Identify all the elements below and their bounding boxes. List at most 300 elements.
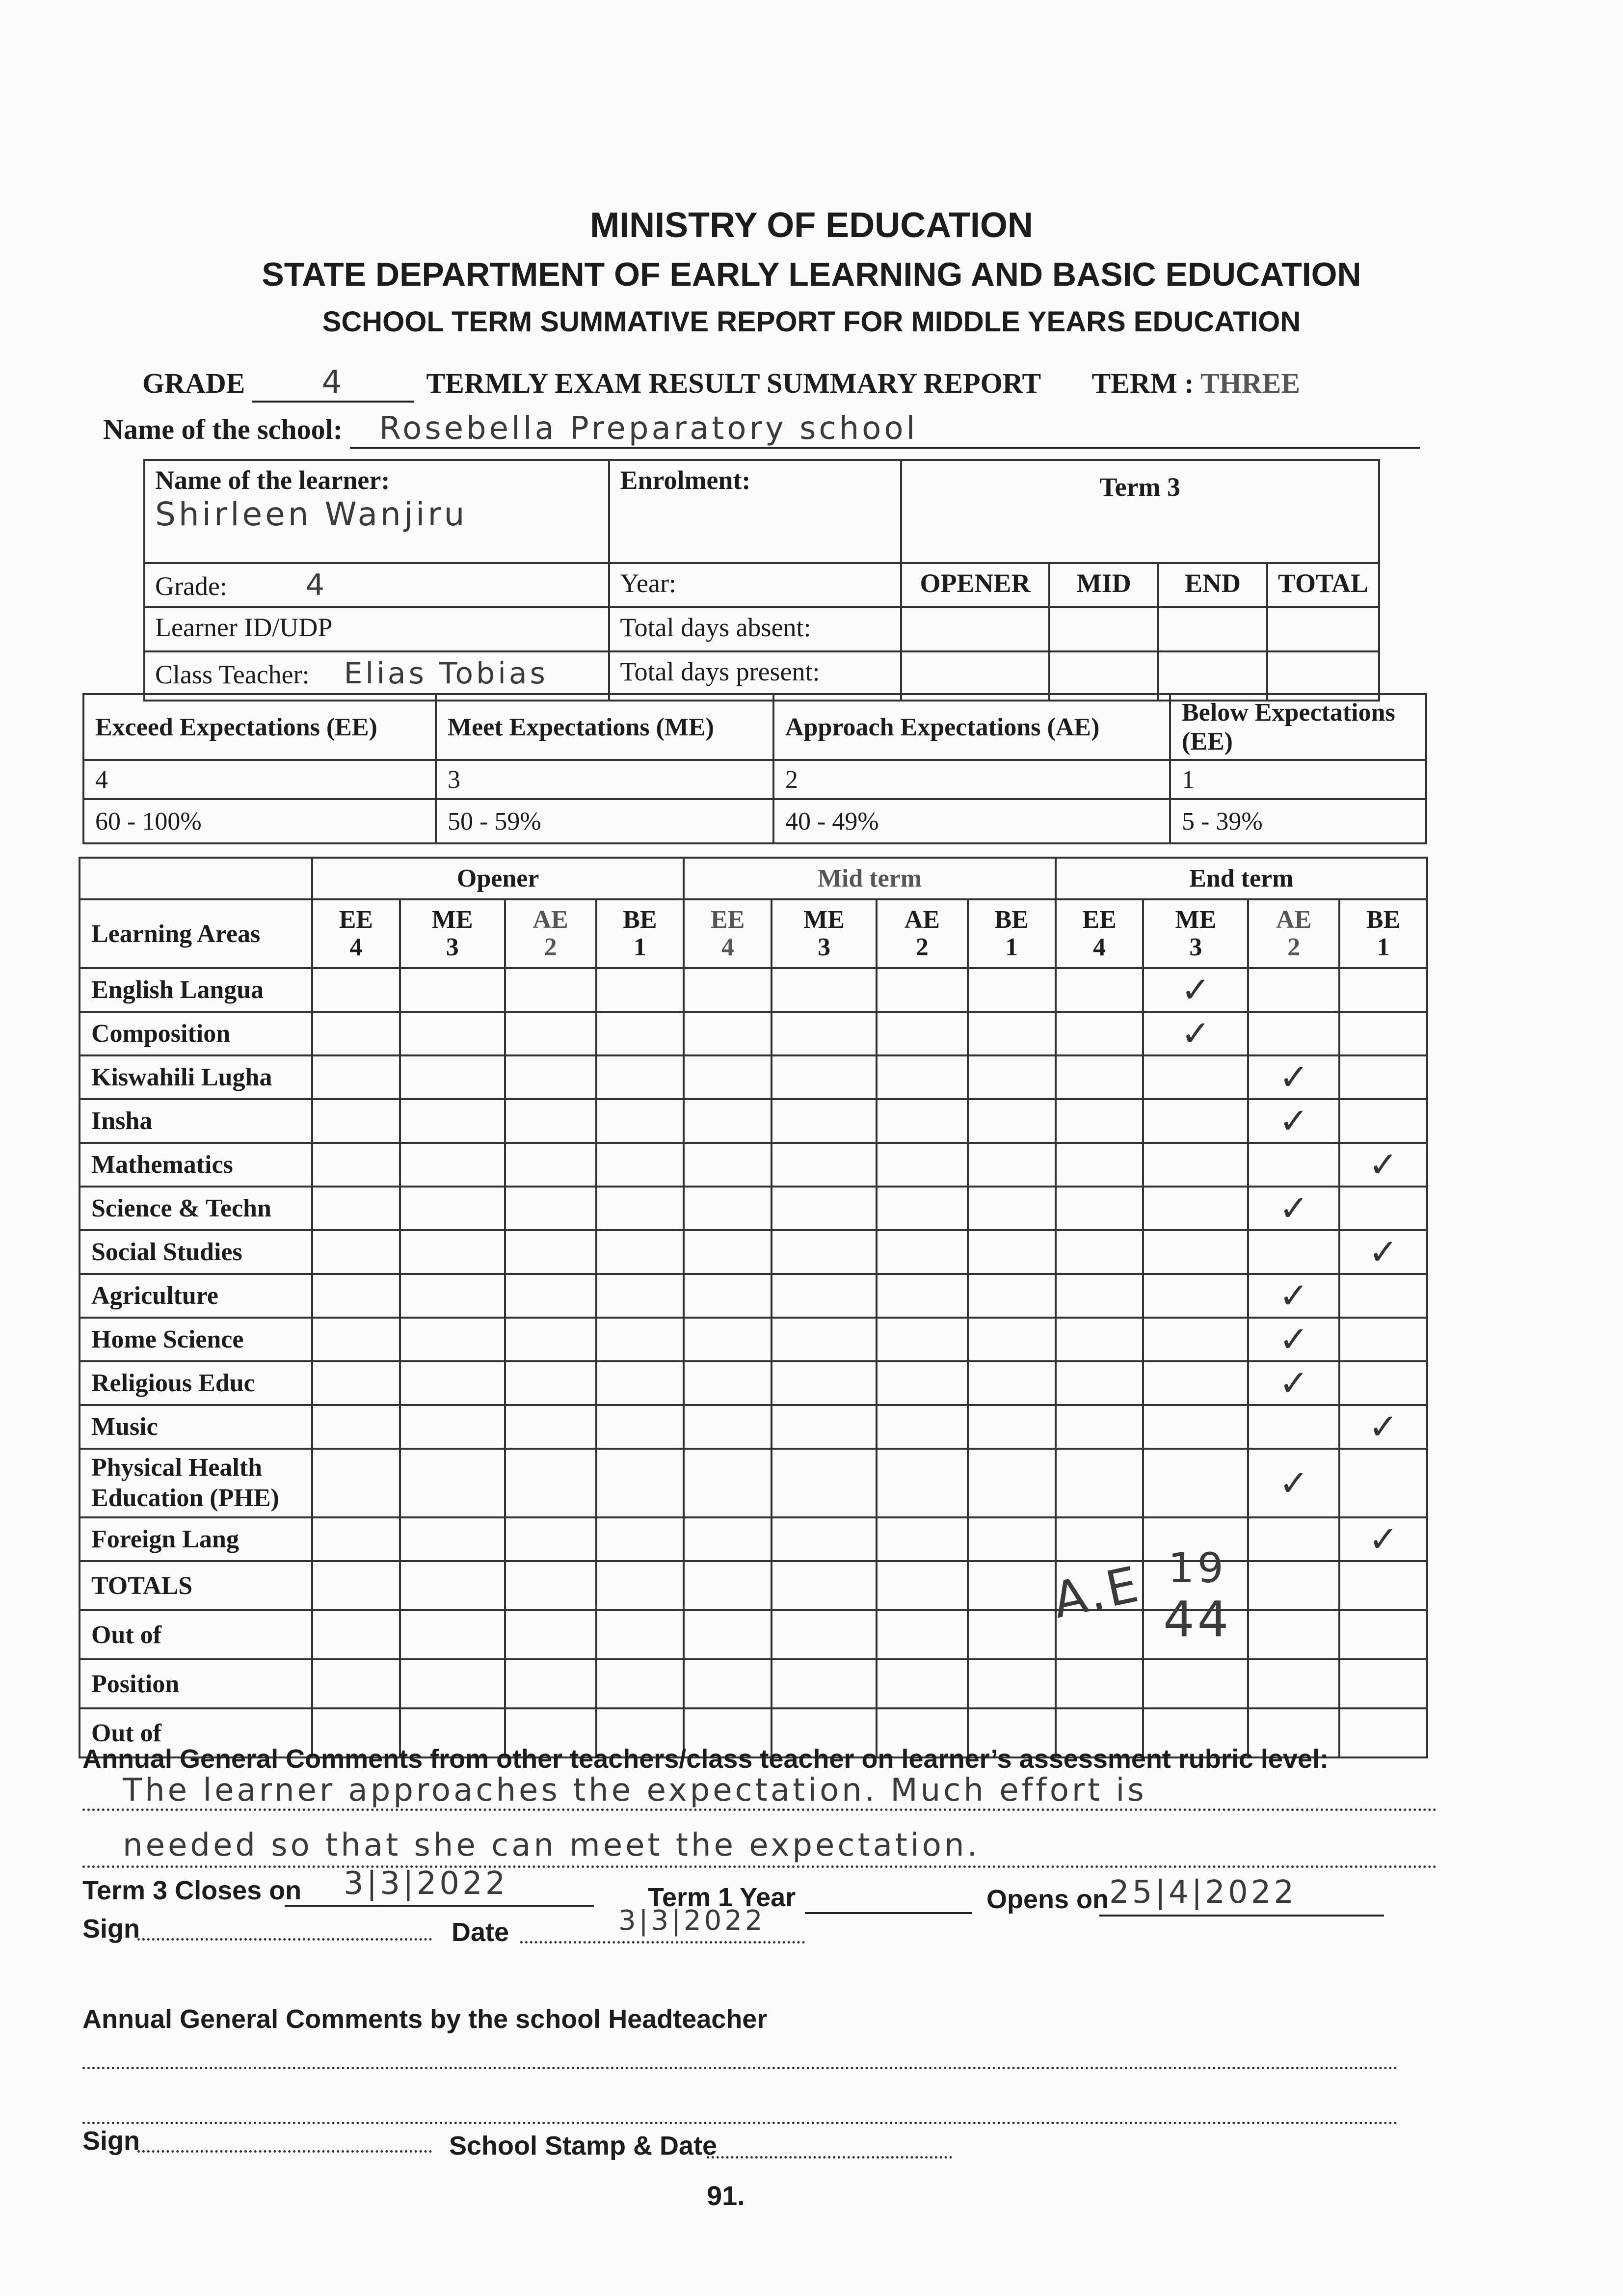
grade-cell [1143,1405,1248,1449]
grade-cell [1056,968,1144,1012]
grade-cell [596,1361,684,1405]
school-stamp-label: School Stamp & Date [449,2131,718,2161]
grid-corner [80,858,312,899]
days-absent-mid [1049,607,1158,651]
grade-cell [1248,1055,1339,1099]
headteacher-comments-label: Annual General Comments by the school Headteacher [82,2004,768,2034]
teacher-date-value: 3|3|2022 [618,1905,766,1937]
grade-cell [596,1449,684,1517]
grade-cell [684,1405,772,1449]
subject-row [80,1143,1427,1187]
learning-area-name: Foreign Lang [80,1517,312,1561]
grade-cell [1248,1187,1339,1230]
level-points: 1 [1377,933,1390,961]
level-points: 3 [446,933,459,961]
grade-value-field [252,364,414,403]
term-label: TERM : [1091,367,1194,399]
scale-range-me: 50 - 59% [436,799,773,843]
col-opener: OPENER [901,563,1050,607]
level-header [968,899,1056,968]
report-type-title: SCHOOL TERM SUMMATIVE REPORT FOR MIDDLE YEARS EDUCATION [322,306,1301,338]
annotation-score: 19 [1168,1544,1226,1592]
level-code: ME [1175,906,1217,934]
level-header [505,899,596,968]
scale-header-ee: Exceed Expectations (EE) [83,694,436,760]
summary-row [80,1659,1427,1708]
subject-row [80,1318,1427,1361]
teacher-date-rule [520,1941,805,1944]
grade-cell [400,1055,505,1099]
summary-cell [312,1610,400,1659]
summary-cell [877,1610,968,1659]
level-points: 2 [544,933,557,961]
col-mid: MID [1049,563,1158,607]
level-header [596,899,684,968]
summary-label: TOTALS [80,1561,312,1610]
grade-cell [400,968,505,1012]
grade-cell [968,1517,1056,1561]
scale-range-ae: 40 - 49% [773,799,1170,843]
grade-cell [968,1143,1056,1187]
grade-line [142,364,1399,403]
grade-cell [400,1143,505,1187]
summary-cell [1339,1610,1427,1659]
level-header [1143,899,1248,968]
teacher-comment-line2: needed so that she can meet the expectation. [123,1827,980,1864]
grade-cell [1339,1143,1427,1187]
grade-cell [1248,1405,1339,1449]
class-teacher-label: Class Teacher: [155,660,310,689]
grade-cell [877,1143,968,1187]
learner-id-label: Learner ID/UDP [144,607,609,651]
grade-cell [1339,1449,1427,1517]
grade-cell [1143,1012,1248,1055]
grade-cell [505,968,596,1012]
grade-cell [312,1449,400,1517]
grade-cell [505,1318,596,1361]
summary-cell [312,1659,400,1708]
summary-cell [1339,1659,1427,1708]
level-points: 4 [349,933,363,961]
check-mark-icon: ✓ [1181,971,1211,1010]
grade-cell [400,1361,505,1405]
level-header [1339,899,1427,968]
grade-cell [1143,1055,1248,1099]
grade-cell [684,1187,772,1230]
check-mark-icon: ✓ [1368,1233,1398,1272]
grade-cell [1339,1274,1427,1318]
grade-cell [877,1318,968,1361]
grade-cell [505,1230,596,1274]
check-mark-icon: ✓ [1279,1463,1309,1503]
scale-point-ae: 2 [773,760,1170,799]
grade-cell [1143,1230,1248,1274]
learning-area-name: Composition [80,1012,312,1055]
summary-cell [1143,1659,1248,1708]
level-points: 2 [915,933,929,961]
grade-cell [400,1405,505,1449]
grade-cell [312,1517,400,1561]
grade-cell [312,1099,400,1143]
grade-cell [1339,1318,1427,1361]
grade-cell [1143,1143,1248,1187]
level-header [772,899,877,968]
grade-cell [312,1318,400,1361]
summary-label: Out of [80,1708,312,1757]
grade-cell [505,1187,596,1230]
summary-cell [400,1659,505,1708]
grade-cell [596,1405,684,1449]
check-mark-icon: ✓ [1279,1276,1309,1316]
days-present-label: Total days present: [609,651,901,701]
level-code: BE [994,906,1029,934]
level-points: 4 [721,933,734,961]
check-mark-icon: ✓ [1368,1145,1398,1185]
grade-cell [772,1055,877,1099]
grade-cell [1339,1405,1427,1449]
subject-row [80,1405,1427,1449]
school-stamp-rule [707,2156,952,2159]
summary-cell [772,1610,877,1659]
grade-cell [877,1012,968,1055]
grade-cell [505,1405,596,1449]
scale-point-me: 3 [436,760,773,799]
grade-cell [684,1318,772,1361]
summary-cell [1056,1659,1144,1708]
grade-cell [684,1361,772,1405]
grade-cell [772,1318,877,1361]
summary-cell [684,1659,772,1708]
grade-cell [1248,1230,1339,1274]
check-mark-icon: ✓ [1368,1407,1398,1447]
subject-row [80,1099,1427,1143]
grade-cell [877,1230,968,1274]
grade-cell [505,1449,596,1517]
grade-cell [596,1099,684,1143]
summary-cell [968,1659,1056,1708]
grade-cell [877,1274,968,1318]
scale-header-me: Meet Expectations (ME) [436,694,773,760]
grade-cell [1056,1318,1144,1361]
summary-label: Out of [80,1610,312,1659]
grade-cell [312,1055,400,1099]
grade-cell [596,1055,684,1099]
grade-cell [312,1361,400,1405]
summary-cell [1248,1610,1339,1659]
grade-cell [1339,1517,1427,1561]
level-code: EE [711,906,745,934]
teacher-sign-label: Sign [82,1914,140,1944]
learning-area-name: Home Science [80,1318,312,1361]
grade-cell [1143,1274,1248,1318]
grade-cell [684,1517,772,1561]
grade-cell [1056,1449,1144,1517]
scale-range-ee: 60 - 100% [83,799,436,843]
grade-cell [772,1517,877,1561]
grade-cell [505,1143,596,1187]
grade-cell [505,1361,596,1405]
teacher-comments-label: Annual General Comments from other teachers/class teacher on learner’s assessment rubric level: [82,1744,1329,1774]
days-absent-label: Total days absent: [609,607,901,651]
grade-cell [772,1405,877,1449]
grade-cell [400,1187,505,1230]
scale-header-be: Below Expectations (EE) [1170,694,1426,760]
summary-title: TERMLY EXAM RESULT SUMMARY REPORT [426,367,1041,399]
summary-cell [505,1561,596,1610]
summary-cell [312,1561,400,1610]
scale-point-be: 1 [1170,760,1426,799]
level-points: 4 [1093,933,1106,961]
period-header: End term [1056,858,1427,899]
days-absent-end [1158,607,1267,651]
grade-cell [877,1449,968,1517]
level-points: 1 [633,933,646,961]
check-mark-icon: ✓ [1279,1364,1309,1403]
grade-cell [1056,1055,1144,1099]
grade-cell [968,1449,1056,1517]
summary-label: Position [80,1659,312,1708]
summary-cell [1339,1561,1427,1610]
grade-cell [1143,1187,1248,1230]
grade-cell [312,1187,400,1230]
grade-cell [596,1517,684,1561]
scale-header-ae: Approach Expectations (AE) [773,694,1170,760]
grade-cell [1339,1187,1427,1230]
grade-cell [877,1405,968,1449]
headteacher-line1-rule [82,2067,1398,2069]
grade-cell [400,1099,505,1143]
term-closes-label: Term 3 Closes on [82,1876,302,1905]
level-header [877,899,968,968]
grade-cell [400,1274,505,1318]
grade-cell [1339,1099,1427,1143]
grade-cell [1248,1517,1339,1561]
grade-cell [1056,1274,1144,1318]
grade-cell [400,1449,505,1517]
summary-cell [505,1659,596,1708]
grade-cell [312,1230,400,1274]
headteacher-sign-rule [137,2150,432,2153]
level-header [1248,899,1339,968]
grade-cell [772,1230,877,1274]
grade-cell [596,1143,684,1187]
learning-area-name: Kiswahili Lugha [80,1055,312,1099]
year-label: Year: [609,563,901,607]
grade-cell [1143,1361,1248,1405]
grade-cell [505,1055,596,1099]
grade-cell [505,1517,596,1561]
summary-cell [877,1561,968,1610]
term-header: Term 3 [901,460,1379,563]
col-end: END [1158,563,1267,607]
grade-cell [505,1099,596,1143]
level-points: 3 [1189,933,1202,961]
grade-cell [684,1012,772,1055]
grade-cell [1056,1143,1144,1187]
grade-cell [400,1230,505,1274]
grade-cell [1143,1449,1248,1517]
grade-cell [400,1318,505,1361]
learner-name-value: Shirleen Wanjiru [155,495,468,533]
grade-cell [968,1099,1056,1143]
subject-row [80,968,1427,1012]
learning-areas-header: Learning Areas [80,899,312,968]
summary-cell [596,1610,684,1659]
grade-cell [684,1449,772,1517]
grade-cell [1143,1099,1248,1143]
level-header [1056,899,1144,968]
grade-cell [596,1318,684,1361]
learning-area-name: Science & Techn [80,1187,312,1230]
subject-row [80,1274,1427,1318]
days-absent-opener [901,607,1050,651]
grade-cell [772,1143,877,1187]
grade-cell [1056,1405,1144,1449]
grade-cell [684,1230,772,1274]
summary-cell [968,1561,1056,1610]
grade-cell [312,1405,400,1449]
grade-cell [772,1012,877,1055]
level-code: AE [1276,906,1312,934]
summary-cell [772,1561,877,1610]
subject-row [80,1230,1427,1274]
school-field [350,410,1420,449]
grade-cell [1248,1012,1339,1055]
subject-row [80,1187,1427,1230]
grade-cell [1248,1143,1339,1187]
grade-cell [312,1143,400,1187]
learner-name-label: Name of the learner: [155,465,390,495]
term-closes-value: 3|3|2022 [344,1865,508,1902]
subject-row [80,1012,1427,1055]
headteacher-line2-rule [82,2122,1398,2124]
level-points: 1 [1005,933,1018,961]
grade-cell [1339,1361,1427,1405]
grade-cell [968,1187,1056,1230]
grade-cell [684,1055,772,1099]
grade-cell [772,1099,877,1143]
grade-cell [772,1274,877,1318]
subject-row [80,1449,1427,1517]
grade-cell [596,1187,684,1230]
summary-cell [505,1610,596,1659]
grade-cell [684,1143,772,1187]
grade-cell [1248,1449,1339,1517]
grade-cell [1339,1012,1427,1055]
grade-cell [684,1274,772,1318]
school-value: Rosebella Preparatory school [379,410,918,447]
grade-cell [505,1012,596,1055]
grade-cell [596,1274,684,1318]
summary-cell [400,1561,505,1610]
grade-cell [968,968,1056,1012]
grade-label: GRADE [142,367,245,399]
grade-cell [968,1012,1056,1055]
grade-cell [312,1274,400,1318]
check-mark-icon: ✓ [1181,1014,1211,1053]
scale-range-be: 5 - 39% [1170,799,1426,843]
level-points: 3 [818,933,831,961]
grade-cell [1056,1099,1144,1143]
summary-cell [596,1561,684,1610]
summary-cell [684,1561,772,1610]
grade-cell [1056,1230,1144,1274]
grade-cell [1339,968,1427,1012]
class-teacher-value: Elias Tobias [344,656,548,691]
summary-cell [684,1610,772,1659]
learning-area-name: Religious Educ [80,1361,312,1405]
grade-cell [1248,968,1339,1012]
summary-cell [877,1659,968,1708]
grade-value: 4 [321,364,345,401]
grade-cell [596,1012,684,1055]
summary-cell [596,1659,684,1708]
grade-cell [968,1274,1056,1318]
summary-cell [772,1659,877,1708]
opens-on-rule [1099,1915,1384,1917]
grade-cell [877,1099,968,1143]
enrolment-label: Enrolment: [609,460,901,563]
grade-cell [1248,1318,1339,1361]
check-mark-icon: ✓ [1279,1058,1309,1097]
page-number: 91. [707,2180,745,2211]
learning-area-name: Mathematics [80,1143,312,1187]
rubric-scale-table [82,693,1427,844]
learning-area-name: Physical Health Education (PHE) [80,1449,312,1517]
teacher-comment-line1-rule [82,1809,1437,1811]
days-absent-total [1267,607,1379,651]
grade-cell [772,968,877,1012]
check-mark-icon: ✓ [1279,1189,1309,1228]
grade-cell [312,968,400,1012]
grade-cell [1056,1187,1144,1230]
summary-cell [1248,1561,1339,1610]
level-points: 2 [1287,933,1301,961]
level-code: ME [431,906,473,934]
level-code: AE [904,906,940,934]
period-header: Opener [312,858,684,899]
grade-cell [877,1361,968,1405]
grade-cell [968,1318,1056,1361]
teacher-sign-rule [137,1938,432,1941]
grade-cell [400,1517,505,1561]
check-mark-icon: ✓ [1279,1320,1309,1359]
check-mark-icon: ✓ [1368,1520,1398,1559]
grade-cell [968,1230,1056,1274]
subject-row [80,1055,1427,1099]
department-title: STATE DEPARTMENT OF EARLY LEARNING AND BASIC EDUCATION [262,256,1361,293]
learner-name-cell [144,460,609,563]
learning-area-name: Social Studies [80,1230,312,1274]
grade-cell [877,1055,968,1099]
grade-cell [968,1361,1056,1405]
scale-point-ee: 4 [83,760,436,799]
period-header: Mid term [684,858,1055,899]
grade-cell [1143,968,1248,1012]
level-code: AE [532,906,568,934]
grade-cell-label: Grade: [155,571,227,601]
term-value: THREE [1200,367,1301,399]
grade-cell [505,1274,596,1318]
grade-cell [312,1012,400,1055]
teacher-comment-line2-rule [82,1865,1437,1868]
level-code: BE [623,906,657,934]
grade-cell [968,1055,1056,1099]
term1-year-rule [805,1912,972,1914]
grade-cell [1248,1274,1339,1318]
annotation-grade: A.E [1047,1555,1146,1630]
school-line [103,410,1428,449]
